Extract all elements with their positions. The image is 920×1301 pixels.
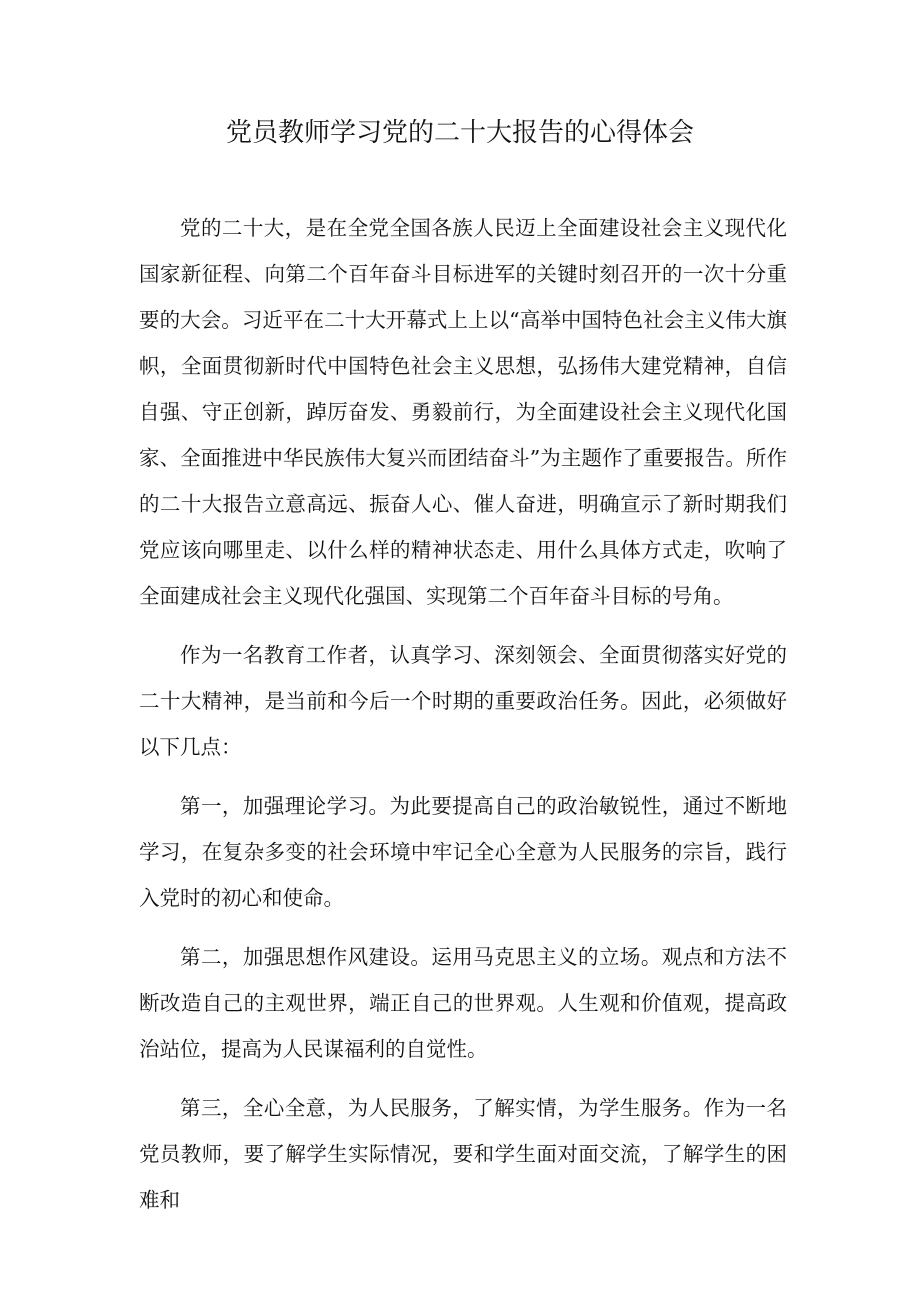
paragraph-point-two: 第二，加强思想作风建设。运用马克思主义的立场。观点和方法不断改造自己的主观世界，端正自己的世界观。人生观和价值观，提高政治站位，提高为人民谋福利的自觉性。 xyxy=(139,945,787,1061)
paragraph-point-one: 第一，加强理论学习。为此要提高自己的政治敏锐性，通过不断地学习，在复杂多变的社会环境中牢记全心全意为人民服务的宗旨，践行入党时的初心和使命。 xyxy=(139,794,787,910)
document-body xyxy=(139,205,787,1236)
paragraph-intro: 党的二十大，是在全党全国各族人民迈上全面建设社会主义现代化国家新征程、向第二个百年奋斗目标进军的关键时刻召开的一次十分重要的大会。习近平在二十大开幕式上上以“高举中国特色社会主义伟大旗帜，全面贯彻新时代中国特色社会主义思想，弘扬伟大建党精神，自信自强、守正创新，踔厉奋发、勇毅前行，为全面建设社会主义现代化国家、全面推进中华民族伟大复兴而团结奋斗”为主题作了重要报告。所作的二十大报告立意高远、振奋人心、催人奋进，明确宣示了新时期我们党应该向哪里走、以什么样的精神状态走、用什么具体方式走，吹响了全面建成社会主义现代化强国、实现第二个百年奋斗目标的号角。 xyxy=(139,216,787,608)
document-title: 党员教师学习党的二十大报告的心得体会 xyxy=(225,118,694,148)
paragraph-point-three: 第三，全心全意，为人民服务，了解实情，为学生服务。作为一名党员教师，要了解学生实际情况，要和学生面对面交流，了解学生的困难和 xyxy=(139,1096,787,1212)
paragraph-educator-task: 作为一名教育工作者，认真学习、深刻领会、全面贯彻落实好党的二十大精神，是当前和今后一个时期的重要政治任务。因此，必须做好以下几点： xyxy=(139,643,787,759)
